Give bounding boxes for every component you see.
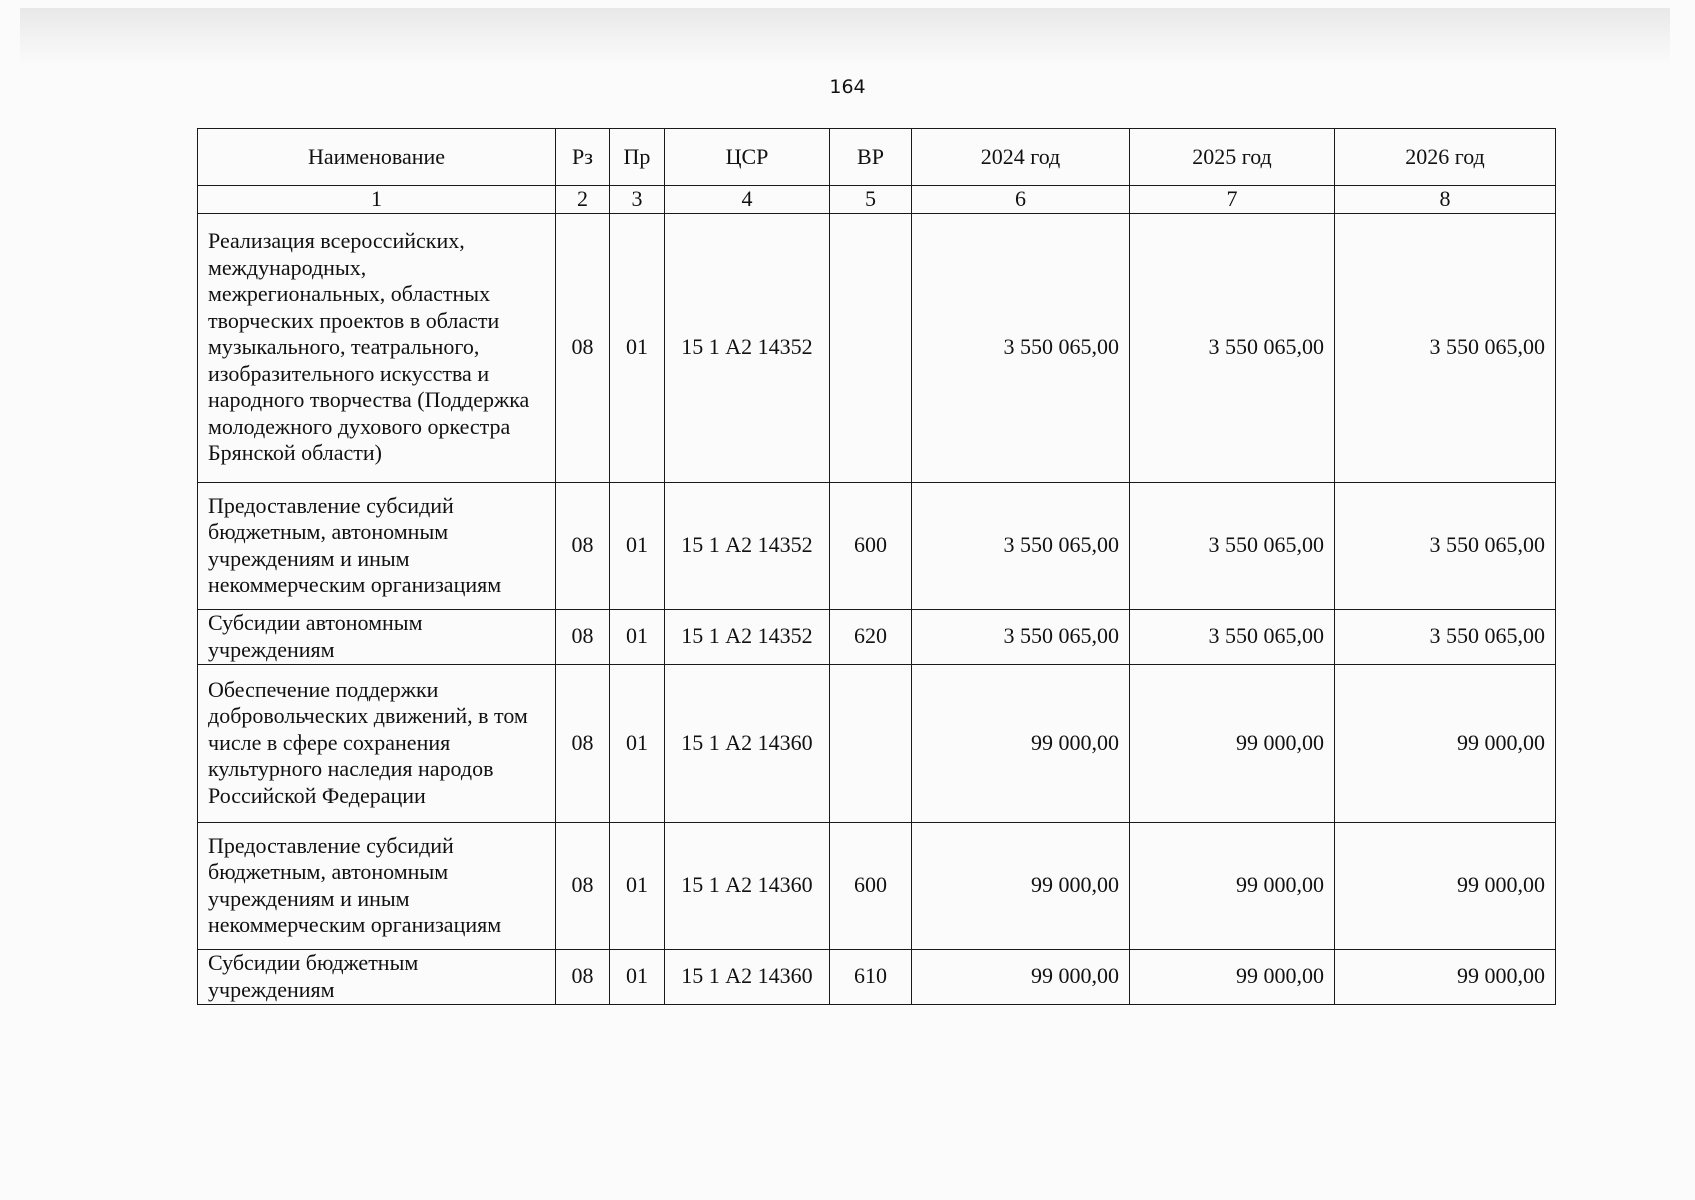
- header-pr: Пр: [610, 129, 665, 186]
- row-2025: 99 000,00: [1130, 949, 1335, 1004]
- header-rz: Рз: [556, 129, 610, 186]
- row-name: Предоставление субсидий бюджетным, автономным учреждениям и иным некоммерческим организациям: [198, 822, 556, 949]
- row-rz: 08: [556, 609, 610, 664]
- column-number-row: [198, 186, 1556, 214]
- row-2024: 99 000,00: [912, 822, 1130, 949]
- column-number: 2: [556, 186, 610, 214]
- column-number: 3: [610, 186, 665, 214]
- row-pr: 01: [610, 949, 665, 1004]
- row-csr: 15 1 А2 14360: [665, 664, 830, 822]
- table-row: [198, 213, 1556, 482]
- row-vr: 600: [830, 482, 912, 609]
- column-number: 1: [198, 186, 556, 214]
- row-vr: 620: [830, 609, 912, 664]
- row-name: Обеспечение поддержки добровольческих движений, в том числе в сфере сохранения культурного наследия народов Российской Федерации: [198, 664, 556, 822]
- column-number: 8: [1335, 186, 1556, 214]
- row-csr: 15 1 А2 14360: [665, 822, 830, 949]
- row-csr: 15 1 А2 14352: [665, 482, 830, 609]
- column-number: 7: [1130, 186, 1335, 214]
- header-2024: 2024 год: [912, 129, 1130, 186]
- row-name: Субсидии автономным учреждениям: [198, 609, 556, 664]
- row-vr: [830, 664, 912, 822]
- row-rz: 08: [556, 664, 610, 822]
- row-2026: 3 550 065,00: [1335, 609, 1556, 664]
- row-pr: 01: [610, 664, 665, 822]
- column-number: 4: [665, 186, 830, 214]
- header-2025: 2025 год: [1130, 129, 1335, 186]
- row-rz: 08: [556, 822, 610, 949]
- row-rz: 08: [556, 949, 610, 1004]
- row-2024: 99 000,00: [912, 949, 1130, 1004]
- table-row: [198, 482, 1556, 609]
- row-pr: 01: [610, 213, 665, 482]
- row-2025: 99 000,00: [1130, 822, 1335, 949]
- row-pr: 01: [610, 822, 665, 949]
- row-name: Реализация всероссийских, международных, межрегиональных, областных творческих проектов в области музыкального, театрального, изобразительного искусства и народного творчества (Поддержка молодежного духового оркестра Брянской области): [198, 213, 556, 482]
- column-number: 5: [830, 186, 912, 214]
- scan-shadow: [20, 8, 1670, 66]
- row-2025: 3 550 065,00: [1130, 609, 1335, 664]
- row-name: Субсидии бюджетным учреждениям: [198, 949, 556, 1004]
- row-2024: 3 550 065,00: [912, 482, 1130, 609]
- header-csr: ЦСР: [665, 129, 830, 186]
- row-2024: 3 550 065,00: [912, 609, 1130, 664]
- header-row: [198, 129, 1556, 186]
- row-2026: 3 550 065,00: [1335, 213, 1556, 482]
- row-vr: [830, 213, 912, 482]
- header-2026: 2026 год: [1335, 129, 1556, 186]
- header-name: Наименование: [198, 129, 556, 186]
- row-pr: 01: [610, 609, 665, 664]
- row-2026: 99 000,00: [1335, 949, 1556, 1004]
- table-row: [198, 822, 1556, 949]
- column-number: 6: [912, 186, 1130, 214]
- row-2025: 3 550 065,00: [1130, 482, 1335, 609]
- row-2026: 99 000,00: [1335, 664, 1556, 822]
- table-row: [198, 609, 1556, 664]
- row-vr: 610: [830, 949, 912, 1004]
- row-2026: 3 550 065,00: [1335, 482, 1556, 609]
- row-csr: 15 1 А2 14352: [665, 213, 830, 482]
- row-2024: 3 550 065,00: [912, 213, 1130, 482]
- page-number: 164: [829, 76, 866, 98]
- row-csr: 15 1 А2 14352: [665, 609, 830, 664]
- row-2025: 3 550 065,00: [1130, 213, 1335, 482]
- row-name: Предоставление субсидий бюджетным, автономным учреждениям и иным некоммерческим организациям: [198, 482, 556, 609]
- budget-table: [197, 128, 1556, 1005]
- row-2024: 99 000,00: [912, 664, 1130, 822]
- row-rz: 08: [556, 213, 610, 482]
- table-row: [198, 664, 1556, 822]
- table-row: [198, 949, 1556, 1004]
- row-2025: 99 000,00: [1130, 664, 1335, 822]
- row-rz: 08: [556, 482, 610, 609]
- header-vr: ВР: [830, 129, 912, 186]
- row-vr: 600: [830, 822, 912, 949]
- row-2026: 99 000,00: [1335, 822, 1556, 949]
- row-pr: 01: [610, 482, 665, 609]
- row-csr: 15 1 А2 14360: [665, 949, 830, 1004]
